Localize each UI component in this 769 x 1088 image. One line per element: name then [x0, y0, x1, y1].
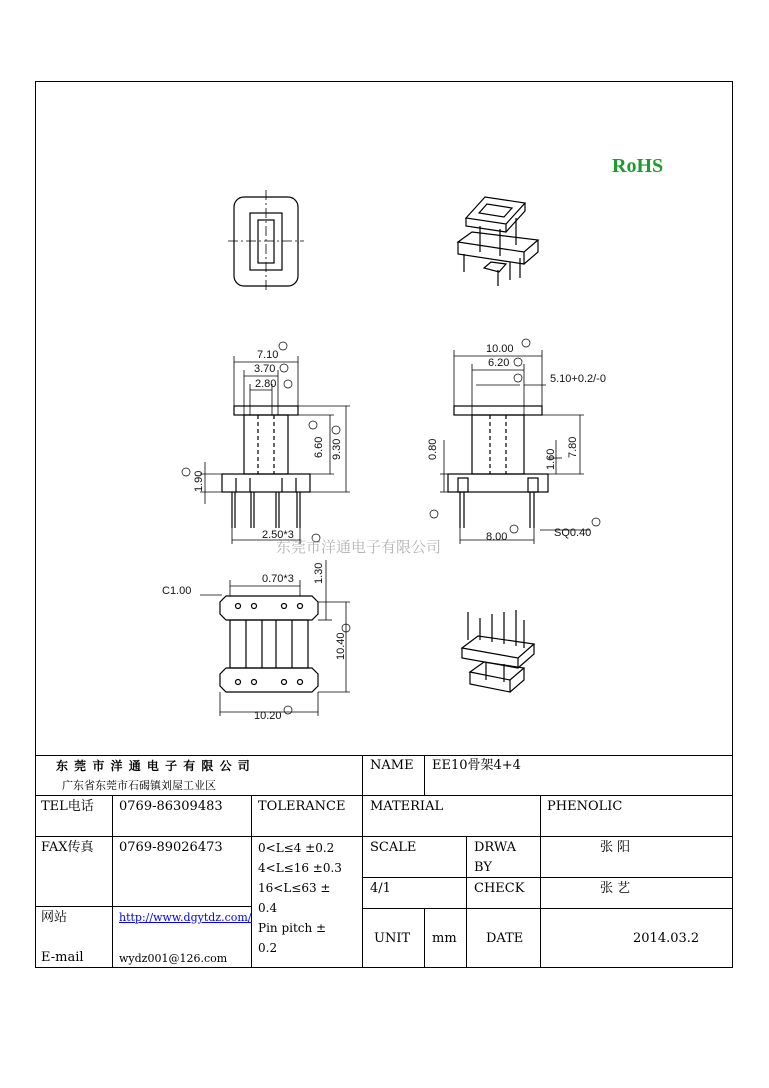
company-name: 东 莞 市 洋 通 电 子 有 限 公 司 [56, 759, 251, 773]
material-value: PHENOLIC [547, 799, 623, 814]
tb-col-unit [424, 908, 425, 968]
dim-6-60: 6.60 [313, 436, 325, 458]
email-label: E-mail [41, 950, 84, 965]
tolerance-line-6: 0.2 [258, 941, 278, 955]
fax-label: FAX传真 [41, 840, 94, 855]
check-label: CHECK [474, 881, 525, 896]
tb-row-line-3 [362, 877, 733, 878]
dim-8-00: 8.00 [486, 531, 508, 543]
tolerance-line-5: Pin pitch ± [258, 921, 327, 935]
dim-2-80: 2.80 [255, 378, 277, 390]
dim-10-00: 10.00 [486, 343, 514, 355]
email-value: wydz001@126.com [119, 952, 228, 965]
web-link[interactable]: http://www.dgytdz.com/ [119, 911, 252, 924]
dim-sq0-40: SQ0.40 [554, 527, 592, 539]
dim-6-20: 6.20 [488, 357, 510, 369]
tolerance-line-2: 4<L≤16 ±0.3 [258, 861, 342, 875]
rohs-label: RoHS [612, 155, 664, 177]
date-label: DATE [486, 931, 524, 946]
name-value: EE10骨架4+4 [432, 758, 521, 773]
drawn-by-value: 张 阳 [600, 840, 631, 855]
dim-1-30: 1.30 [313, 562, 325, 584]
tb-row-line-4a [35, 906, 251, 907]
side-view [448, 406, 548, 528]
tb-col-1 [112, 795, 113, 968]
scale-label: SCALE [370, 840, 417, 855]
tolerance-label: TOLERANCE [258, 799, 346, 814]
tel-label: TEL电话 [41, 799, 94, 814]
tolerance-line-4: 0.4 [258, 901, 278, 915]
tolerance-line-3: 16<L≤63 ± [258, 881, 331, 895]
dim-1-90: 1.90 [193, 470, 205, 492]
date-value: 2014.03.2 [633, 931, 700, 946]
isometric-view-bottom [462, 610, 534, 692]
tb-col-4 [466, 836, 467, 968]
dim-7-80: 7.80 [567, 436, 579, 458]
web-label: 网站 [41, 910, 68, 925]
tel-value: 0769-86309483 [119, 799, 223, 814]
material-label: MATERIAL [370, 799, 444, 814]
unit-value: mm [432, 931, 457, 946]
dim-9-30: 9.30 [331, 438, 343, 460]
bottom-view [220, 596, 318, 692]
scale-value: 4/1 [370, 881, 391, 896]
dim-3-70: 3.70 [254, 363, 276, 375]
tb-row-line-2 [35, 836, 733, 837]
dim-0-80: 0.80 [427, 438, 439, 460]
dim-10-20: 10.20 [254, 710, 282, 722]
fax-value: 0769-89026473 [119, 840, 223, 855]
drawn-by-label-1: DRWA [474, 840, 517, 855]
tolerance-line-1: 0<L≤4 ±0.2 [258, 841, 335, 855]
dim-c1-00: C1.00 [162, 585, 192, 597]
tb-col-2 [251, 795, 252, 968]
dim-0-70x3: 0.70*3 [262, 573, 294, 585]
unit-label: UNIT [374, 931, 411, 946]
tb-col-3 [362, 755, 363, 968]
drawn-by-label-2: BY [474, 860, 492, 875]
isometric-view-top [458, 197, 538, 286]
dim-10-40: 10.40 [335, 632, 347, 660]
tb-row-line-4b [362, 908, 733, 909]
dim-2-50x3: 2.50*3 [262, 529, 294, 541]
check-value: 张 艺 [600, 881, 631, 896]
web-value-container [119, 908, 252, 928]
tb-col-5 [540, 795, 541, 968]
dim-7-10: 7.10 [257, 349, 279, 361]
tb-col-name [424, 755, 425, 795]
front-view [222, 406, 310, 528]
company-address: 广东省东莞市石碣镇刘屋工业区 [62, 779, 216, 792]
top-view [228, 190, 304, 292]
dim-5-10-tol: 5.10+0.2/-0 [550, 373, 606, 385]
watermark: 东莞市洋通电子有限公司 [276, 538, 442, 556]
dim-1-60: 1.60 [545, 448, 557, 470]
name-label: NAME [370, 758, 414, 773]
